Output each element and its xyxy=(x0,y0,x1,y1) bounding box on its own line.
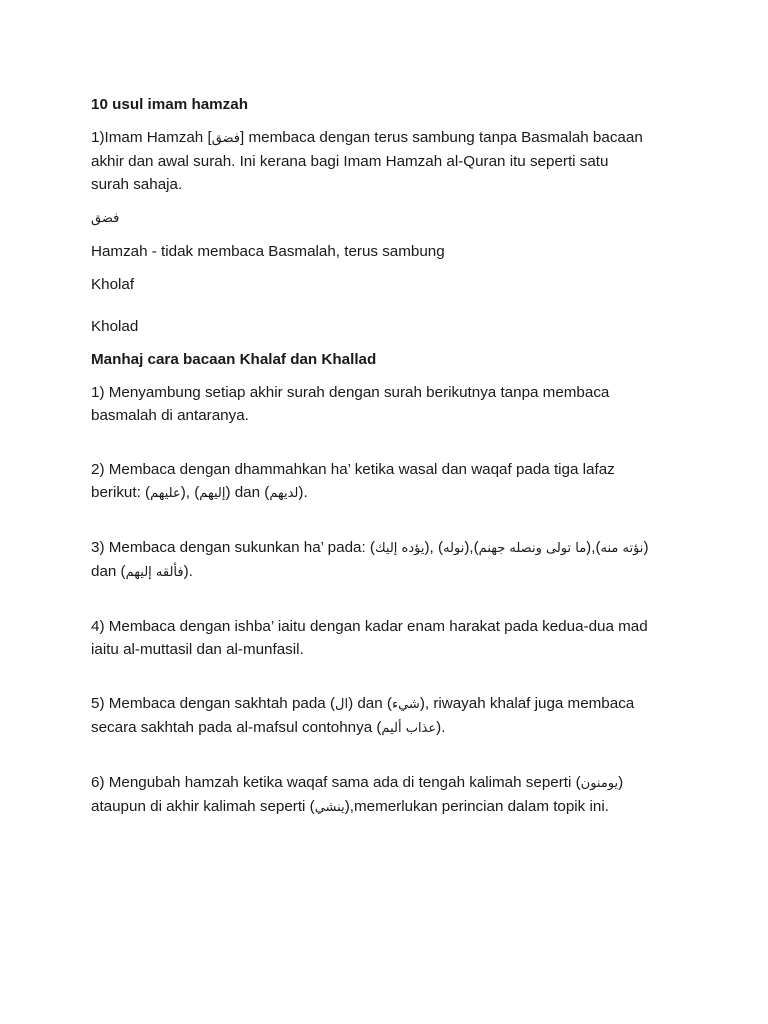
arabic-text: ينشي xyxy=(314,800,345,815)
item-5-line-1 xyxy=(91,692,691,716)
arabic-text: عليهم xyxy=(150,486,181,501)
item-text: ) dan ( xyxy=(225,484,270,501)
item-6-line-1 xyxy=(91,771,691,795)
arabic-line xyxy=(91,206,691,230)
item-text: ),( xyxy=(586,539,601,556)
item-4-line-2: iaitu al-muttasil dan al-munfasil. xyxy=(91,641,304,658)
item-text: ). xyxy=(436,719,446,736)
item-text: ). xyxy=(298,484,308,501)
kholad-line: Kholad xyxy=(91,318,139,335)
item-3-line-2 xyxy=(91,560,691,584)
item-2-line-1: 2) Membaca dengan dhammahkan ha’ ketika wasal dan waqaf pada tiga lafaz xyxy=(91,461,615,478)
item-text: ataupun di akhir kalimah seperti ( xyxy=(91,798,315,815)
arabic-text: يومنون xyxy=(580,776,619,791)
item-text: ) xyxy=(618,774,624,791)
item-text: berikut: ( xyxy=(91,484,151,501)
intro-text: ] membaca dengan terus sambung tanpa Basmalah bacaan xyxy=(240,129,643,146)
arabic-text: نوله xyxy=(443,541,465,556)
arabic-text: لديهم xyxy=(269,486,299,501)
intro-text: 1)Imam Hamzah [ xyxy=(91,129,212,146)
item-text: 5) Membaca dengan sakhtah pada ( xyxy=(91,695,336,712)
item-text: ) xyxy=(643,539,649,556)
item-1-line-1: 1) Menyambung setiap akhir surah dengan surah berikutnya tanpa membaca xyxy=(91,384,610,401)
intro-paragraph-line-2: akhir dan awal surah. Ini kerana bagi Imam Hamzah al-Quran itu seperti satu xyxy=(91,153,609,170)
arabic-text: إليهم xyxy=(199,486,226,501)
item-3-line-1 xyxy=(91,536,691,560)
document-page xyxy=(91,93,691,819)
item-text: dan ( xyxy=(91,563,126,580)
kholaf-line: Kholaf xyxy=(91,276,135,293)
item-text: 3) Membaca dengan sukunkan ha’ pada: ( xyxy=(91,539,375,556)
arabic-text: فضق xyxy=(91,211,120,226)
hamzah-line: Hamzah - tidak membaca Basmalah, terus sambung xyxy=(91,243,445,260)
arabic-text: فضق xyxy=(211,131,241,146)
arabic-text: ال xyxy=(335,697,349,712)
item-5-line-2 xyxy=(91,716,691,740)
item-text: ) dan ( xyxy=(348,695,392,712)
item-4-line-1: 4) Membaca dengan ishba’ iaitu dengan kadar enam harakat pada kedua-dua mad xyxy=(91,618,648,635)
arabic-text: ما تولى ونصله جهنم xyxy=(478,541,587,556)
item-text: secara sakhtah pada al-mafsul contohnya ( xyxy=(91,719,382,736)
item-text: ),memerlukan perincian dalam topik ini. xyxy=(344,798,609,815)
item-text: ), riwayah khalaf juga membaca xyxy=(419,695,635,712)
arabic-text: فألقه إليهم xyxy=(125,565,184,580)
document-title: 10 usul imam hamzah xyxy=(91,96,248,113)
item-text: ), ( xyxy=(180,484,200,501)
item-text: 6) Mengubah hamzah ketika waqaf sama ada di tengah kalimah seperti ( xyxy=(91,774,581,791)
item-1-line-2: basmalah di antaranya. xyxy=(91,407,249,424)
item-2-line-2 xyxy=(91,481,691,505)
arabic-text: نؤته منه xyxy=(600,541,644,556)
arabic-text: شيء xyxy=(391,697,420,712)
arabic-text: عذاب أليم xyxy=(381,721,437,736)
section-heading: Manhaj cara bacaan Khalaf dan Khallad xyxy=(91,351,377,368)
arabic-text: يؤده إليك xyxy=(374,541,425,556)
item-text: ). xyxy=(183,563,193,580)
intro-paragraph-line-3: surah sahaja. xyxy=(91,176,183,193)
item-text: ),( xyxy=(464,539,479,556)
item-6-line-2 xyxy=(91,795,691,819)
item-text: ), ( xyxy=(424,539,444,556)
intro-paragraph-line-1 xyxy=(91,126,691,150)
